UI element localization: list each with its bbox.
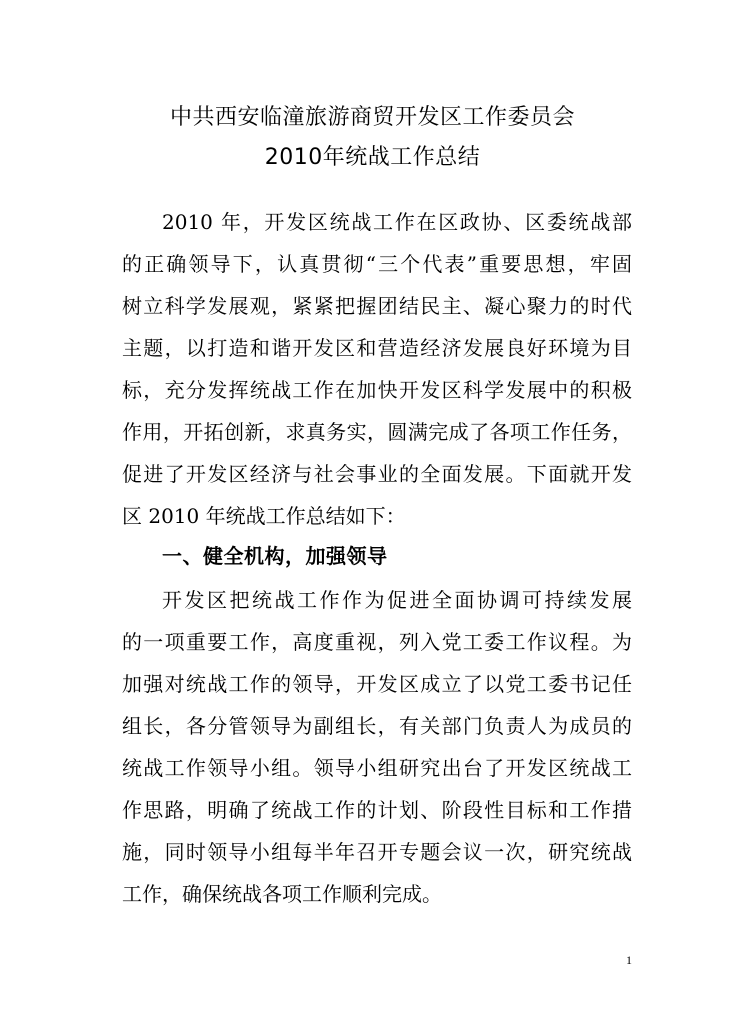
paragraph-1-line: 的正确领导下，认真贯彻“三个代表”重要思想，牢固 (122, 252, 632, 276)
paragraph-1-line: 作用，开拓创新，求真务实，圆满完成了各项工作任务， (122, 420, 632, 444)
document-title-line-2: 2010年统战工作总结 (264, 145, 481, 170)
paragraph-2-line: 施，同时领导小组每半年召开专题会议一次，研究统战 (122, 840, 632, 864)
paragraph-2-line: 工作，确保统战各项工作顺利完成。 (122, 882, 442, 906)
paragraph-1-line: 树立科学发展观，紧紧把握团结民主、凝心聚力的时代 (122, 294, 632, 318)
paragraph-1-line: 标，充分发挥统战工作在加快开发区科学发展中的积极 (122, 378, 632, 402)
paragraph-1-line: 区 2010 年统战工作总结如下： (122, 504, 406, 528)
paragraph-2-line: 组长，各分管领导为副组长，有关部门负责人为成员的 (122, 714, 632, 738)
document-title-line-1: 中共西安临潼旅游商贸开发区工作委员会 (169, 105, 575, 130)
paragraph-2-line: 统战工作领导小组。领导小组研究出台了开发区统战工 (122, 756, 632, 780)
paragraph-2-line: 开发区把统战工作作为促进全面协调可持续发展 (162, 588, 632, 612)
paragraph-2-line: 作思路，明确了统战工作的计划、阶段性目标和工作措 (122, 798, 632, 822)
page-number: 1 (626, 953, 632, 967)
paragraph-1-line: 主题，以打造和谐开发区和营造经济发展良好环境为目 (122, 336, 632, 360)
section-1-heading: 一、健全机构，加强领导 (162, 544, 388, 568)
paragraph-1-line: 2010 年，开发区统战工作在区政协、区委统战部 (162, 210, 632, 234)
paragraph-2-line: 加强对统战工作的领导，开发区成立了以党工委书记任 (122, 672, 632, 696)
paragraph-1-line: 促进了开发区经济与社会事业的全面发展。下面就开发 (122, 462, 632, 486)
paragraph-2-line: 的一项重要工作，高度重视，列入党工委工作议程。为 (122, 630, 632, 654)
